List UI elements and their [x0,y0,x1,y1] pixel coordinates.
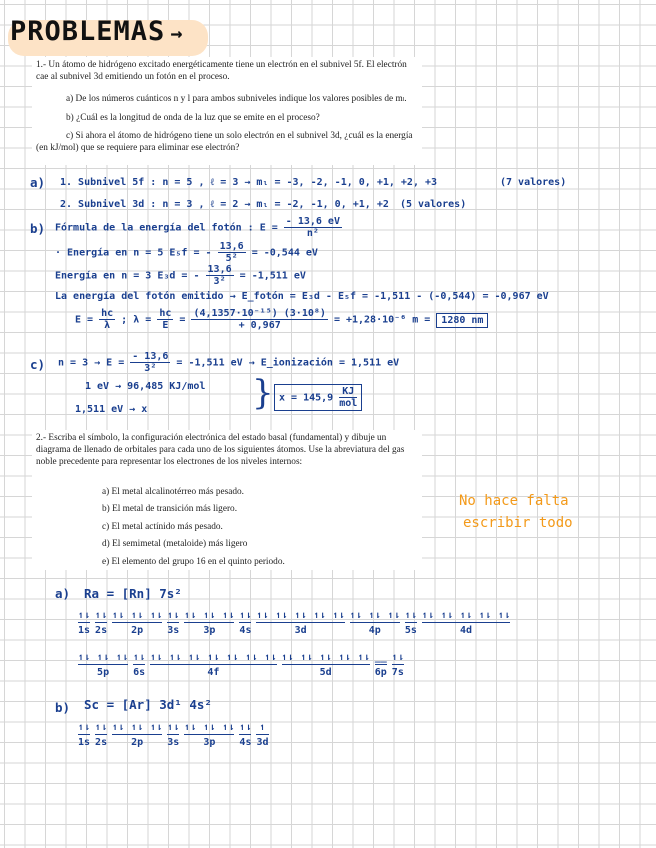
orbital-arrows: ↿⇂ [239,722,252,733]
orbital-arrows: ↿⇂ [150,610,163,621]
e5f-result: = -0,544 eV [251,247,318,259]
subshell-3d [256,722,268,748]
subshell-label: 3p [203,737,216,749]
c-line1-result: = -1,511 eV → E_ionización = 1,511 eV [176,357,400,369]
subshell-label: 4s [239,625,252,637]
subshell-2s [95,610,107,636]
answer-a-line1-note: (7 valores) [500,177,567,188]
orbital-line [422,622,510,623]
subshell-label: 4p [368,625,381,637]
answer-b-e5f [55,241,318,264]
problem-2-intro: 2.- Escriba el símbolo, la configuración electrónica del estado basal (fundamental) y dibuje un diagrama de llenado de orbitales para cada uno de los siguientes átomos. Use la abreviatura del gas noble precedente para representar los electrones de los niveles internos: [36,433,405,468]
c-line1-num: - 13,6 [132,351,169,362]
orbital-arrows: ↿⇂ [167,610,180,621]
answer-b-lambda [75,308,488,331]
e5f-fraction [218,241,246,264]
c-box-num: KJ [339,386,357,398]
orbital-arrows: ↿⇂ [368,610,381,621]
subshell-4s [239,610,251,636]
orbital-arrows: ↿⇂ [459,610,473,621]
problem-2-option-b: b) El metal de transición más ligero. [102,504,238,515]
subshell-label: 3d [294,625,307,637]
orbital-arrows: ↿⇂ [387,610,400,621]
orbital-line [184,734,234,735]
answer-2a-label: a) [55,586,71,601]
answer-b-e3d [55,264,306,287]
answer-c-conv1: 1 eV → 96,485 KJ/mol [85,381,206,392]
orbital-line [239,734,251,735]
orbital-arrows: ↿⇂ [95,610,108,621]
orbital-arrows: ↿⇂ [97,652,110,663]
orbital-arrows: ↿⇂ [95,722,108,733]
formula-fraction [284,216,342,239]
orbital-line [112,734,162,735]
lambda-frac-2 [157,308,173,331]
subshell-4d [422,610,510,636]
orbital-arrows: ↿⇂ [203,722,216,733]
orbital-diagram-2a-row2 [78,652,404,678]
problem-1-intro: 1.- Un átomo de hidrógeno excitado energéticamente tiene un electrón en el subnivel 5f. El electrón cae al subnivel 3d emitiendo un fotón en el proceso. [36,60,407,83]
orbital-arrows: ↿⇂ [78,610,91,621]
orbital-arrows: ↿⇂ [131,610,144,621]
answer-b-label: b) [30,221,46,236]
subshell-label: 5d [319,667,332,679]
answer-2b-label: b) [55,700,71,715]
orbital-arrows: ↿⇂ [207,652,220,663]
orbital-line [95,622,107,623]
c-line1-den: 3² [144,363,157,374]
lambda-eq: = [179,314,186,326]
lambda-num-2: hc [159,308,172,319]
subshell-4f [150,652,276,678]
orbital-arrows: ↿⇂ [349,610,362,621]
orbital-arrows: ↿⇂ [404,610,417,621]
problem-1-c: c) Si ahora el átomo de hidrógeno tiene un solo electrón en el subnivel 3d, ¿cuál es la energía (en kJ/mol) que se requiere para eliminar ese electrón? [36,130,413,154]
subshell-4p [350,610,400,636]
orbital-line [78,734,90,735]
orbital-arrows: ↿⇂ [256,610,269,621]
lambda-result: = +1,28·10⁻⁶ m = [333,314,431,326]
e3d-fraction [206,264,234,287]
subshell-label: 1s [78,625,91,637]
subshell-label: 3d [256,737,269,749]
side-note-line2: escribir todo [463,515,573,531]
subshell-label: 4d [459,625,473,637]
subshell-2s [95,722,107,748]
problem-1-text [32,57,422,165]
formula-text: Fórmula de la energía del fotón : E = [55,222,284,234]
answer-a-line2-note: (5 valores) [400,199,467,210]
subshell-3s [167,610,179,636]
subshell-label: 4f [207,667,220,679]
lambda-num-1: hc [101,308,114,319]
orbital-arrows: ↿⇂ [332,610,345,621]
e3d-num: 13,6 [207,264,232,275]
subshell-3p [184,722,234,748]
lambda-start: E = [75,314,94,326]
c-box-fraction [339,386,357,409]
orbital-line [405,622,417,623]
subshell-7s [392,652,404,678]
c-line1-fraction [130,351,170,374]
orbital-arrows: ↿⇂ [440,610,453,621]
orbital-arrows: ↿⇂ [300,652,313,663]
answer-b-photon: La energía del fotón emitido → E_fotón = E₃d - E₅f = -1,511 - (-0,544) = -0,967 eV [55,291,549,302]
orbital-line [133,664,145,665]
c-line1-start: n = 3 → E = [58,357,125,369]
subshell-label: 5s [404,625,417,637]
subshell-label: 2s [95,625,108,637]
orbital-arrows: ↿⇂ [184,722,197,733]
orbital-line [150,664,276,665]
subshell-label: 6p [374,667,387,679]
lambda-box: 1280 nm [436,313,488,328]
answer-2a-config: Ra = [Rn] 7s² [84,586,182,601]
orbital-arrows: ↿ [259,722,266,733]
lambda-mid: ; λ = [121,314,152,326]
orbital-arrows: ↿⇂ [294,610,307,621]
subshell-label: 2p [131,737,144,749]
subshell-label: 2p [131,625,144,637]
arrow-icon: → [170,21,184,45]
orbital-line [184,622,234,623]
e3d-den: 3² [213,276,226,287]
orbital-arrows: ↿⇂ [116,652,129,663]
title-block [10,16,183,47]
lambda-num-3: (4,1357·10⁻¹⁵) (3·10⁸) [193,308,326,319]
answer-c-conv2: 1,511 eV → x [75,404,148,415]
lambda-den-3: + 0,967 [238,320,281,331]
orbital-arrows: ↿⇂ [281,652,294,663]
formula-den: n² [306,228,319,239]
orbital-arrows: ↿⇂ [184,610,197,621]
e5f-prefix: · Energía en n = 5 E₅f = - [55,247,212,259]
orbital-line [256,734,268,735]
problem-2-options [102,486,285,573]
subshell-1s [78,610,90,636]
orbital-arrows: ↿⇂ [319,652,332,663]
subshell-label: 7s [391,667,404,679]
subshell-label: 2s [95,737,108,749]
page-title: PROBLEMAS [10,16,166,47]
c-box-start: x = 145,9 [279,392,334,404]
subshell-label: 4s [239,737,252,749]
subshell-1s [78,722,90,748]
e3d-result: = -1,511 eV [239,270,306,282]
e5f-num: 13,6 [219,241,244,252]
subshell-5p [78,652,128,678]
orbital-line [239,622,251,623]
side-note-line1: No hace falta [459,493,569,509]
orbital-arrows: ↿⇂ [133,652,146,663]
subshell-label: 1s [78,737,91,749]
orbital-arrows: ↿⇂ [357,652,370,663]
orbital-arrows: ↿⇂ [338,652,351,663]
orbital-arrows: ↿⇂ [203,610,216,621]
orbital-arrows: ↿⇂ [313,610,326,621]
orbital-arrows: ↿⇂ [239,610,252,621]
orbital-arrows: ↿⇂ [131,722,144,733]
orbital-arrows: ↿⇂ [391,652,404,663]
subshell-3s [167,722,179,748]
answer-c-line1 [58,351,399,374]
lambda-frac-1 [99,308,115,331]
e5f-den: 5² [225,253,238,264]
subshell-label: 3p [203,625,216,637]
answer-c-box [274,384,362,411]
problem-2-option-c: c) El metal actínido más pesado. [102,521,223,532]
orbital-arrows: ↿⇂ [222,722,235,733]
orbital-line [392,664,404,665]
lambda-frac-3 [191,308,327,331]
orbital-line [95,734,107,735]
problem-1-a: a) De los números cuánticos n y l para ambos subniveles indique los valores posibles de mₗ. [66,94,407,105]
subshell-4s [239,722,251,748]
c-box-den: mol [339,398,358,409]
problem-2-text [32,430,422,570]
orbital-line [350,622,400,623]
orbital-arrows: ↿⇂ [112,722,125,733]
brace: } [252,373,274,413]
subshell-2p [112,722,162,748]
problem-2-option-d: d) El semimetal (metaloide) más ligero [102,539,248,550]
subshell-label: 3s [167,625,180,637]
problem-1-b: b) ¿Cuál es la longitud de onda de la luz que se emite en el proceso? [66,112,320,123]
orbital-arrows: ↿⇂ [150,722,163,733]
answer-c-label: c) [30,357,46,372]
orbital-arrows: ↿⇂ [78,722,91,733]
subshell-label: 5p [97,667,110,679]
orbital-diagram-2a-row1 [78,610,510,636]
subshell-6p [375,652,387,678]
subshell-6s [133,652,145,678]
orbital-arrows: ↿⇂ [421,610,434,621]
orbital-line [256,622,344,623]
orbital-arrows: ↿⇂ [275,610,288,621]
orbital-arrows: ↿⇂ [78,652,91,663]
orbital-arrows: ↿⇂ [226,652,239,663]
orbital-arrows: ↿⇂ [479,610,492,621]
orbital-arrows: __ [374,652,387,663]
orbital-arrows: ↿⇂ [150,652,163,663]
problem-2-option-a: a) El metal alcalinotérreo más pesado. [102,487,244,497]
answer-a-line2: 2. Subnivel 3d : n = 3 , ℓ = 2 → mₗ = -2, -1, 0, +1, +2 [60,199,389,210]
orbital-line [167,734,179,735]
lambda-den-2: E [162,320,169,331]
orbital-arrows: ↿⇂ [245,652,258,663]
formula-num: - 13,6 eV [285,216,340,227]
e3d-prefix: Energía en n = 3 E₃d = - [55,270,200,282]
orbital-arrows: ↿⇂ [188,652,201,663]
orbital-line [78,664,128,665]
orbital-line [375,664,387,665]
subshell-label: 3s [167,737,180,749]
orbital-arrows: ↿⇂ [167,722,180,733]
orbital-arrows: ↿⇂ [222,610,235,621]
answer-2b-config: Sc = [Ar] 3d¹ 4s² [84,697,212,712]
lambda-den-1: λ [104,320,111,331]
orbital-arrows: ↿⇂ [112,610,125,621]
subshell-3p [184,610,234,636]
orbital-line [78,622,90,623]
subshell-2p [112,610,162,636]
answer-b-formula [55,216,342,239]
orbital-line [282,664,370,665]
orbital-arrows: ↿⇂ [498,610,511,621]
orbital-arrows: ↿⇂ [264,652,277,663]
subshell-3d [256,610,344,636]
orbital-line [112,622,162,623]
orbital-diagram-2b [78,722,269,748]
orbital-arrows: ↿⇂ [169,652,182,663]
subshell-5d [282,652,370,678]
subshell-5s [405,610,417,636]
subshell-label: 6s [133,667,146,679]
problem-2-option-e: e) El elemento del grupo 16 en el quinto periodo. [102,556,285,567]
orbital-line [167,622,179,623]
answer-a-label: a) [30,175,46,190]
answer-a-line1: 1. Subnivel 5f : n = 5 , ℓ = 3 → mₗ = -3, -2, -1, 0, +1, +2, +3 [60,177,438,188]
